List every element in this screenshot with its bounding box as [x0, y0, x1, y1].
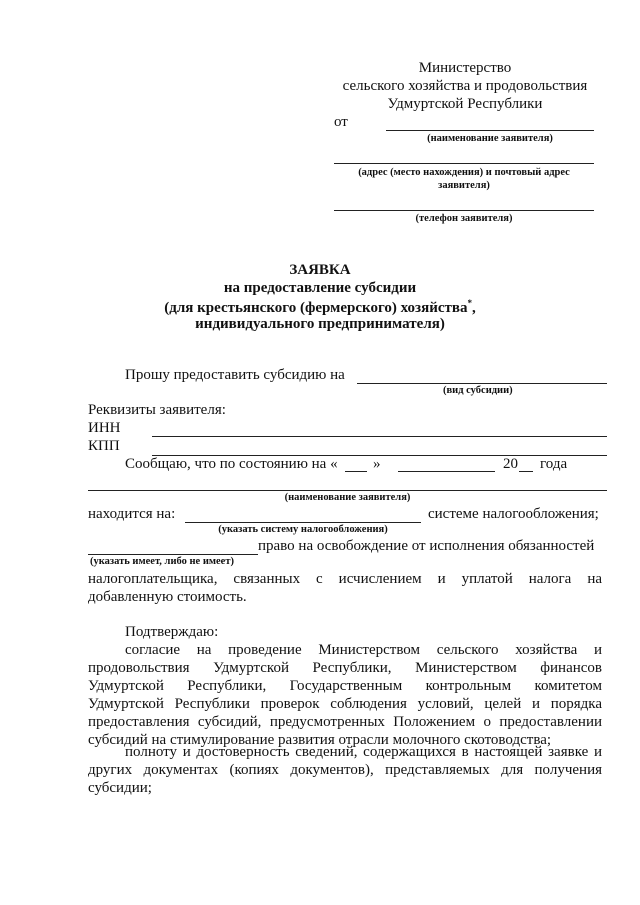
title-line-4: индивидуального предпринимателя) — [195, 316, 445, 332]
year-line — [519, 471, 533, 472]
ministry-line-3: Удмуртской Республики — [387, 96, 543, 112]
ministry-line-2: сельского хозяйства и продовольствия — [342, 78, 588, 94]
inform-prefix: Сообщаю, что по состоянию на « — [125, 456, 338, 472]
phone-caption: (телефон заявителя) — [415, 213, 513, 224]
applicant-name-line-2 — [88, 490, 607, 491]
subsidy-type-caption: (вид субсидии) — [443, 385, 513, 396]
inn-line — [152, 436, 607, 437]
request-text: Прошу предоставить субсидию на — [125, 367, 345, 383]
title-line-2: на предоставление субсидии — [223, 280, 417, 296]
completeness-line-2: других документах (копиях документов), представляемых для получения — [88, 762, 602, 778]
completeness-line-1: полноту и достоверность сведений, содержащихся в настоящей заявке и — [125, 744, 602, 760]
consent-line-5: предоставления субсидий, предусмотренных Положением о предоставлении — [88, 714, 602, 730]
consent-line-1: согласие на проведение Министерством сельского хозяйства и — [125, 642, 602, 658]
consent-line-3: Удмуртской Республики, Государственным контрольным комитетом — [88, 678, 602, 694]
applicant-name-caption-2: (наименование заявителя) — [284, 492, 411, 503]
inform-quote-close: » — [373, 456, 381, 472]
applicant-name-line — [386, 130, 594, 131]
title-line-3: (для крестьянского (фермерского) хозяйства*, — [164, 298, 476, 316]
has-caption: (указать имеет, либо не имеет) — [90, 556, 235, 567]
inn-label: ИНН — [88, 420, 121, 436]
applicant-name-caption: (наименование заявителя) — [427, 133, 553, 144]
kpp-label: КПП — [88, 438, 120, 454]
ministry-line-1: Министерство — [418, 60, 512, 76]
year-suffix: года — [540, 456, 568, 472]
confirm-label: Подтверждаю: — [125, 624, 219, 640]
exemption-text: право на освобождение от исполнения обязанностей — [258, 538, 595, 554]
document-title: ЗАЯВКА — [289, 262, 351, 278]
consent-line-6: субсидий на стимулирование развития отрасли молочного скотоводства; — [88, 732, 552, 748]
tax-system-suffix: системе налогообложения; — [428, 506, 599, 522]
consent-line-4: Удмуртской Республики проверок соблюдения условий, целей и порядка — [88, 696, 602, 712]
taxpayer-line-1: налогоплательщика, связанных с исчислением и уплатой налога на — [88, 571, 602, 587]
month-line — [398, 471, 495, 472]
day-line — [345, 471, 367, 472]
footnote-mark: * — [467, 298, 472, 308]
address-caption-2: заявителя) — [438, 180, 490, 191]
tax-system-line — [185, 522, 421, 523]
phone-line — [334, 210, 594, 211]
consent-line-2: продовольствия Удмуртской Республики, Министерством финансов — [88, 660, 602, 676]
year-prefix: 20 — [503, 456, 518, 472]
from-label: от — [334, 114, 348, 130]
tax-system-caption: (указать систему налогообложения) — [218, 524, 388, 535]
taxpayer-line-2: добавленную стоимость. — [88, 589, 247, 605]
has-line — [88, 554, 258, 555]
address-line — [334, 163, 594, 164]
address-caption-1: (адрес (место нахождения) и почтовый адрес — [358, 167, 570, 178]
subsidy-type-line — [357, 383, 607, 384]
located-on-label: находится на: — [88, 506, 176, 522]
completeness-line-3: субсидии; — [88, 780, 152, 796]
requisites-label: Реквизиты заявителя: — [88, 402, 226, 418]
